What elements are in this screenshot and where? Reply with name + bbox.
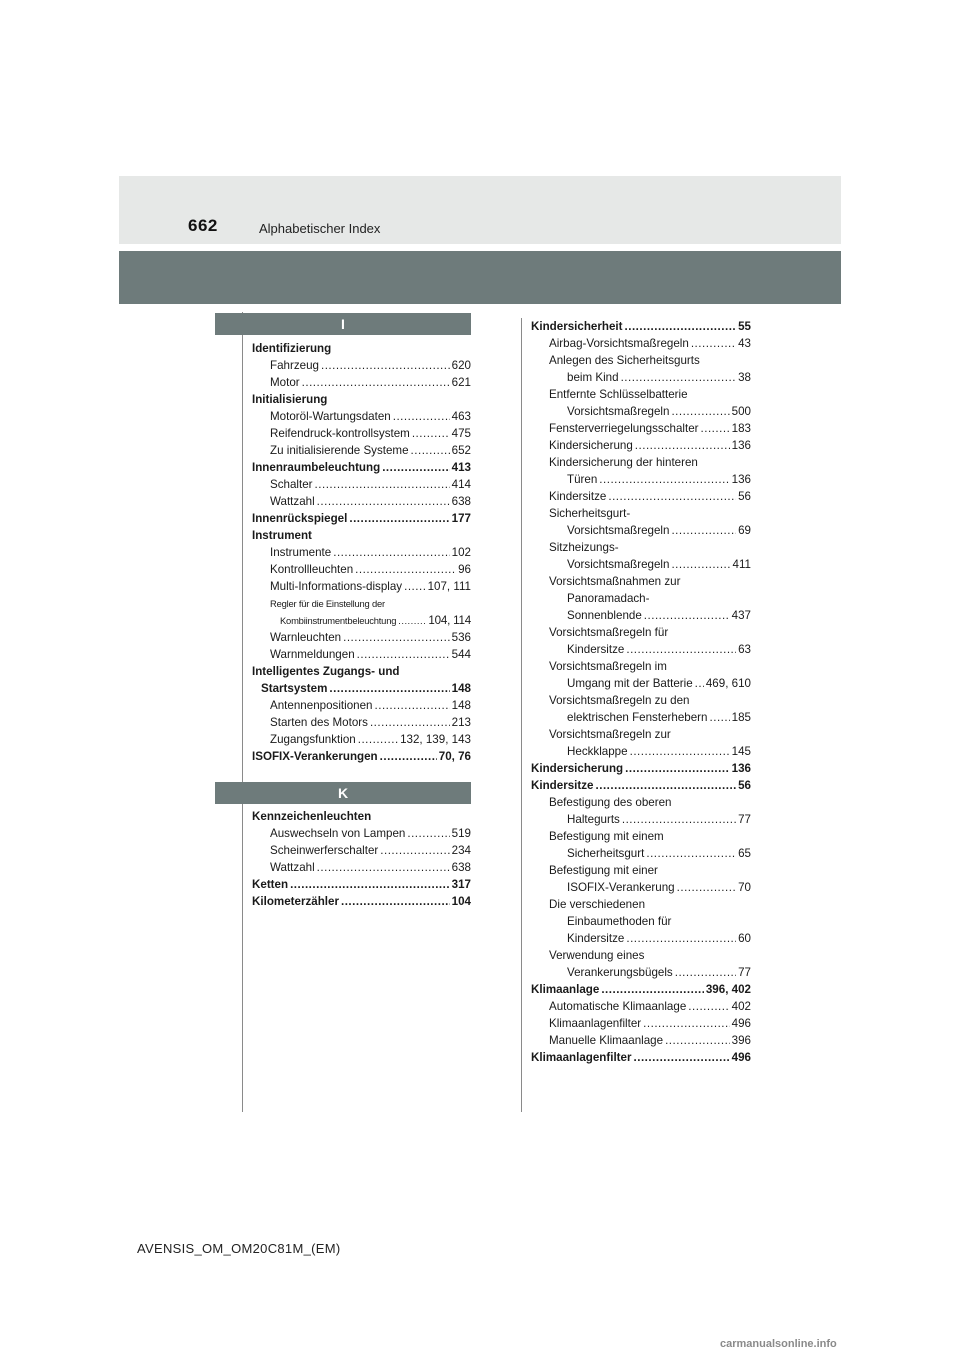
letter-label: I bbox=[341, 316, 345, 332]
header-band bbox=[119, 176, 841, 244]
column-divider-right bbox=[521, 318, 522, 1112]
index-entry: Befestigung mit einer bbox=[549, 864, 658, 877]
index-entry: Vorsichtsmaßregeln zur bbox=[549, 728, 671, 741]
index-entry: Automatische Klimaanlage ..... 402 bbox=[531, 998, 751, 1015]
index-list-k-continued bbox=[531, 318, 751, 1066]
index-entry: Verankerungsbügels ..... 77 bbox=[531, 964, 751, 981]
letter-label: K bbox=[337, 785, 349, 801]
index-entry: Kennzeichenleuchten bbox=[252, 810, 372, 823]
index-entry: Intelligentes Zugangs- und bbox=[252, 665, 400, 678]
index-entry: Zugangsfunktion ..... 132, 139, 143 bbox=[252, 731, 471, 748]
index-entry: Sonnenblende ..... 437 bbox=[531, 607, 751, 624]
index-entry: elektrischen Fensterhebern ..... 185 bbox=[531, 709, 751, 726]
index-entry: Anlegen des Sicherheitsgurts bbox=[549, 354, 700, 367]
index-entry: Kindersicherung ..... 136 bbox=[531, 437, 751, 454]
index-entry: Startsystem ..... 148 bbox=[252, 680, 471, 697]
index-entry: Wattzahl ..... 638 bbox=[252, 493, 471, 510]
index-entry: Verwendung eines bbox=[549, 949, 645, 962]
index-entry: Sicherheitsgurt ..... 65 bbox=[531, 845, 751, 862]
index-entry: Klimaanlagenfilter ..... 496 bbox=[531, 1049, 751, 1066]
index-entry: Identifizierung bbox=[252, 342, 332, 355]
index-entry: Airbag-Vorsichtsmaßregeln ..... 43 bbox=[531, 335, 751, 352]
index-entry: Auswechseln von Lampen ..... 519 bbox=[252, 825, 471, 842]
index-entry: Heckklappe ..... 145 bbox=[531, 743, 751, 760]
index-entry: Vorsichtsmaßregeln im bbox=[549, 660, 667, 673]
index-entry: Wattzahl ..... 638 bbox=[252, 859, 471, 876]
index-entry: Starten des Motors ..... 213 bbox=[252, 714, 471, 731]
index-entry: Klimaanlage ..... 396, 402 bbox=[531, 981, 751, 998]
index-entry: Entfernte Schlüsselbatterie bbox=[549, 388, 688, 401]
index-entry: Haltegurts ..... 77 bbox=[531, 811, 751, 828]
index-entry: Vorsichtsmaßregeln zu den bbox=[549, 694, 690, 707]
index-entry: Motoröl-Wartungsdaten ..... 463 bbox=[252, 408, 471, 425]
index-entry: ISOFIX-Verankerungen ..... 70, 76 bbox=[252, 748, 471, 765]
column-divider-left bbox=[242, 312, 243, 1112]
index-entry: Kindersitze ..... 56 bbox=[531, 488, 751, 505]
index-entry: Scheinwerferschalter ..... 234 bbox=[252, 842, 471, 859]
index-entry: Manuelle Klimaanlage ..... 396 bbox=[531, 1032, 751, 1049]
index-entry: Multi-Informations-display ..... 107, 111 bbox=[252, 578, 471, 595]
index-entry: Kindersicherung ..... 136 bbox=[531, 760, 751, 777]
index-entry: Kindersitze ..... 60 bbox=[531, 930, 751, 947]
index-entry: Instrumente ..... 102 bbox=[252, 544, 471, 561]
index-entry: Kontrollleuchten ..... 96 bbox=[252, 561, 471, 578]
index-entry: Befestigung des oberen bbox=[549, 796, 672, 809]
index-entry: Vorsichtsmaßregeln ..... 411 bbox=[531, 556, 751, 573]
index-entry: Türen ..... 136 bbox=[531, 471, 751, 488]
index-list-i bbox=[252, 340, 471, 765]
letter-bar-k bbox=[215, 782, 471, 804]
index-entry: Fahrzeug ..... 620 bbox=[252, 357, 471, 374]
index-entry: Vorsichtsmaßregeln ..... 69 bbox=[531, 522, 751, 539]
index-list-k bbox=[252, 808, 471, 910]
index-entry: Motor ..... 621 bbox=[252, 374, 471, 391]
index-entry: Kindersicherung der hinteren bbox=[549, 456, 698, 469]
index-entry: Antennenpositionen ..... 148 bbox=[252, 697, 471, 714]
footer-code: AVENSIS_OM_OM20C81M_(EM) bbox=[137, 1241, 341, 1256]
index-entry: Instrument bbox=[252, 529, 312, 542]
index-entry: Kindersitze ..... 56 bbox=[531, 777, 751, 794]
index-entry: ISOFIX-Verankerung ..... 70 bbox=[531, 879, 751, 896]
index-entry: Vorsichtsmaßnahmen zur bbox=[549, 575, 681, 588]
header-dark-band bbox=[119, 251, 841, 304]
index-entry: Fensterverriegelungsschalter ..... 183 bbox=[531, 420, 751, 437]
index-entry: Reifendruck-kontrollsystem ..... 475 bbox=[252, 425, 471, 442]
section-title: Alphabetischer Index bbox=[259, 221, 381, 236]
index-entry: Innenraumbeleuchtung ..... 413 bbox=[252, 459, 471, 476]
index-entry: Warnleuchten ..... 536 bbox=[252, 629, 471, 646]
index-entry: Kindersitze ..... 63 bbox=[531, 641, 751, 658]
index-entry: Kilometerzähler ..... 104 bbox=[252, 893, 471, 910]
index-entry: Warnmeldungen ..... 544 bbox=[252, 646, 471, 663]
index-entry: Die verschiedenen bbox=[549, 898, 646, 911]
index-entry: Innenrückspiegel ..... 177 bbox=[252, 510, 471, 527]
index-entry: Schalter ..... 414 bbox=[252, 476, 471, 493]
index-entry: Vorsichtsmaßregeln ..... 500 bbox=[531, 403, 751, 420]
index-entry: Kombiinstrumentbeleuchtung ..... 104, 114 bbox=[252, 612, 471, 629]
index-entry: Regler für die Einstellung der bbox=[270, 598, 385, 609]
index-entry: Kindersicherheit ..... 55 bbox=[531, 318, 751, 335]
index-entry: Sicherheitsgurt- bbox=[549, 507, 631, 520]
index-entry: Zu initialisierende Systeme ..... 652 bbox=[252, 442, 471, 459]
index-entry: Sitzheizungs- bbox=[549, 541, 619, 554]
index-entry: Befestigung mit einem bbox=[549, 830, 664, 843]
index-entry: Panoramadach- bbox=[567, 592, 650, 605]
index-entry: Initialisierung bbox=[252, 393, 328, 406]
index-entry: Einbaumethoden für bbox=[567, 915, 672, 928]
page-number: 662 bbox=[188, 216, 218, 235]
index-entry: Klimaanlagenfilter ..... 496 bbox=[531, 1015, 751, 1032]
letter-bar-i bbox=[215, 313, 471, 335]
watermark: carmanualsonline.info bbox=[720, 1338, 837, 1350]
index-entry: Umgang mit der Batterie ..... 469, 610 bbox=[531, 675, 751, 692]
index-entry: Ketten ..... 317 bbox=[252, 876, 471, 893]
index-entry: Vorsichtsmaßregeln für bbox=[549, 626, 669, 639]
index-entry: beim Kind ..... 38 bbox=[531, 369, 751, 386]
